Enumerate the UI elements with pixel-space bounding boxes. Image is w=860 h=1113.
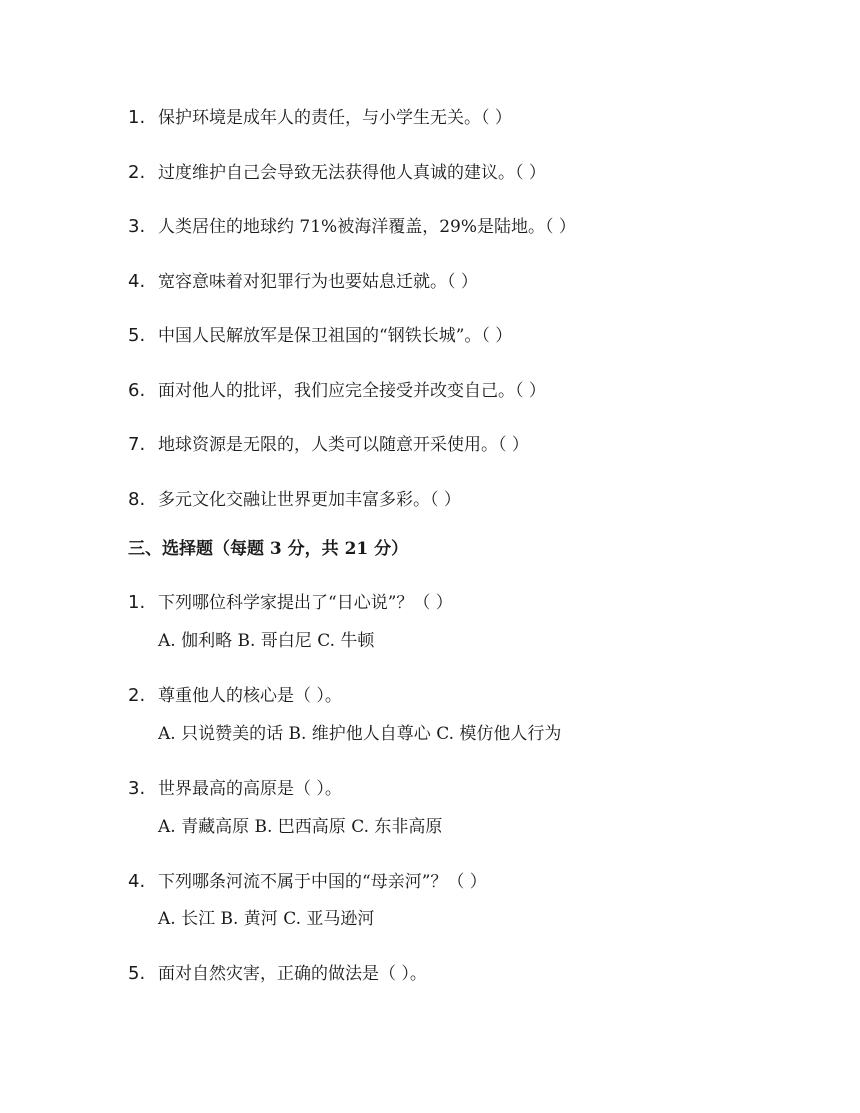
mc-question-4 xyxy=(128,870,487,894)
tf-question-4 xyxy=(128,270,478,294)
question-text: 面对自然灾害，正确的做法是（ ）。 xyxy=(158,964,427,984)
mc-options-1: A. 伽利略 B. 哥白尼 C. 牛顿 xyxy=(158,631,375,651)
mc-options-2: A. 只说赞美的话 B. 维护他人自尊心 C. 模仿他人行为 xyxy=(158,724,562,744)
question-number: 5. xyxy=(128,963,146,984)
question-text: 宽容意味着对犯罪行为也要姑息迁就。（ ） xyxy=(158,272,478,292)
question-text: 过度维护自己会导致无法获得他人真诚的建议。（ ） xyxy=(158,163,546,183)
question-text: 下列哪位科学家提出了“日心说”？（ ） xyxy=(158,593,453,613)
tf-question-3 xyxy=(128,215,576,239)
question-number: 3. xyxy=(128,778,146,799)
mc-options-3: A. 青藏高原 B. 巴西高原 C. 东非高原 xyxy=(158,817,443,837)
mc-question-5 xyxy=(128,962,427,986)
question-number: 2. xyxy=(128,685,146,706)
question-text: 保护环境是成年人的责任，与小学生无关。（ ） xyxy=(158,108,512,128)
section-heading: 三、选择题（每题 3 分，共 21 分） xyxy=(128,539,409,559)
question-number: 1. xyxy=(128,592,146,613)
question-text: 中国人民解放军是保卫祖国的“钢铁长城”。（ ） xyxy=(158,326,513,346)
tf-question-2 xyxy=(128,161,546,185)
mc-question-2 xyxy=(128,684,342,708)
mc-options-4: A. 长江 B. 黄河 C. 亚马逊河 xyxy=(158,909,375,929)
tf-question-8 xyxy=(128,488,461,512)
tf-question-1 xyxy=(128,106,512,130)
tf-question-6 xyxy=(128,379,546,403)
question-number: 4. xyxy=(128,871,146,892)
tf-question-5 xyxy=(128,324,512,348)
question-text: 多元文化交融让世界更加丰富多彩。（ ） xyxy=(158,490,461,510)
mc-question-1 xyxy=(128,591,453,615)
question-number: 5. xyxy=(128,325,146,346)
question-text: 世界最高的高原是（ ）。 xyxy=(158,779,342,799)
question-number: 3. xyxy=(128,216,146,237)
question-number: 4. xyxy=(128,271,146,292)
question-text: 地球资源是无限的，人类可以随意开采使用。（ ） xyxy=(158,435,529,455)
tf-question-7 xyxy=(128,433,529,457)
mc-question-3 xyxy=(128,777,342,801)
question-text: 面对他人的批评，我们应完全接受并改变自己。（ ） xyxy=(158,381,546,401)
question-text: 尊重他人的核心是（ ）。 xyxy=(158,686,342,706)
question-number: 2. xyxy=(128,162,146,183)
question-text: 人类居住的地球约 71%被海洋覆盖，29%是陆地。（ ） xyxy=(158,217,576,237)
question-text: 下列哪条河流不属于中国的“母亲河”？（ ） xyxy=(158,872,487,892)
question-number: 1. xyxy=(128,107,146,128)
question-number: 6. xyxy=(128,380,146,401)
question-number: 7. xyxy=(128,434,146,455)
question-number: 8. xyxy=(128,489,146,510)
